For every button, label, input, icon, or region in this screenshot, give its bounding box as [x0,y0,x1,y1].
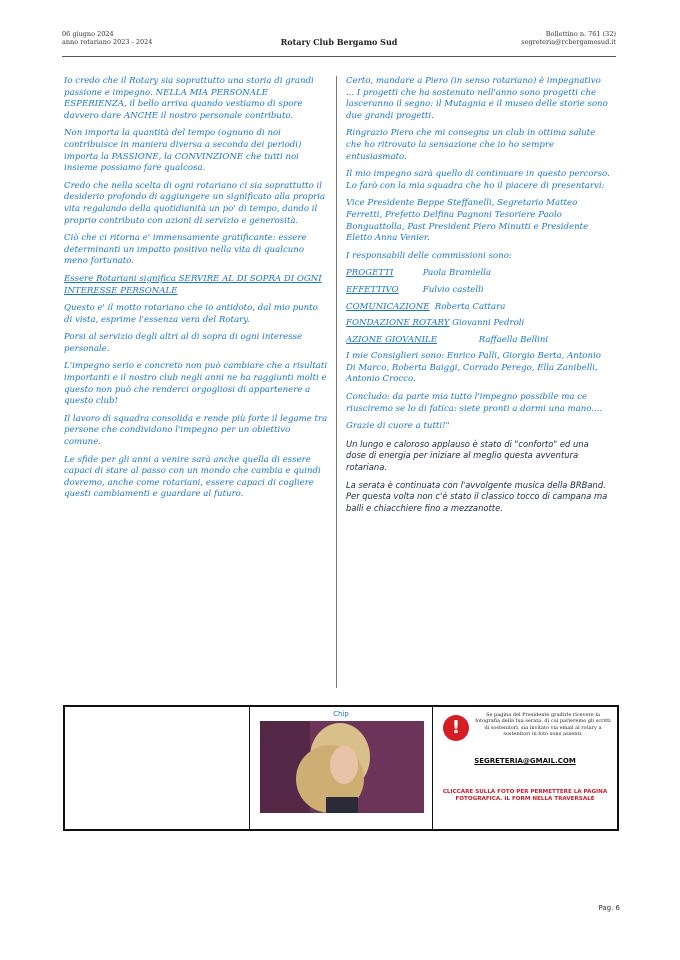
header-right [521,30,616,46]
right-paragraph: Concludo: da parte mia tutto l'impegno possibile ma ce riusciremo se lo di fatica: siete pronti a dormi una mano.... [346,392,603,414]
bulletin-number: Bollettino n. 761 (32) [545,30,616,38]
commission-name: Fulvio castelli [422,284,484,295]
photo-label: Chip [333,710,349,718]
left-column [64,76,328,507]
commissions-intro: I responsabili delle commissioni sono: [346,250,512,261]
bottom-info-box [63,705,619,831]
right-paragraph: Ringrazio Piero che mi consegna un club in ottima salute che ho ritrovato la sensazione che io ho sempre entusiasmato. [346,128,596,162]
commission-role: EFFETTIVO [346,284,399,295]
commission-name: Paola Bramiella [422,268,492,279]
commissions-list [346,268,610,346]
report-paragraph: La serata è continuata con l'avvolgente musica della BRBand. Per questa volta non c'è stato il classico tocco di campana ma balli e chiacchiere fino a mezzanotte. [346,479,608,513]
contact-email-link[interactable]: SEGRETERIA@GMAIL.COM [474,757,576,765]
commission-role: PROGETTI [346,268,394,279]
commission-row [346,268,610,280]
alert-icon: ! [443,715,469,741]
header-title: Rotary Club Bergamo Sud [280,37,398,47]
left-paragraph: Questo e' il motto rotariano che io antidoto, dal mio punto di vista, esprime l'essenza vera del Rotary. [64,303,318,325]
commission-row [346,302,610,314]
report-paragraph: Un lungo e caloroso applauso è stato di "conforto" ed una dose di energia per iniziare al meglio questa avventura rotariana. [346,438,589,473]
commission-role: FONDAZIONE ROTARY [346,318,450,329]
notice-cell [433,707,617,829]
page-header [62,30,616,57]
left-paragraph: Non importa la quantità del tempo (ognuno di noi contribuisce in maniera diversa a seconda dei periodi) importa la PASSIONE, la CONVINZIONE che tutti noi insieme possiamo fare qualcosa. [64,128,302,174]
column-divider [336,76,337,688]
left-paragraph: Essere Rotariani significa SERVIRE AL DI SOPRA DI OGNI INTERESSE PERSONALE [64,273,322,296]
photo-cell [250,707,433,829]
event-photo[interactable] [260,721,424,813]
header-date: 06 giugno 2024 [62,30,114,38]
left-paragraph: Porsi al servizio degli altri al di sopra di ogni interesse personale. [64,332,303,354]
left-paragraph: L'impegno serio e concreto non può cambiare che a risultati importanti e il nostro club negli anni ne ha raggiunti molti e questo non può che renderci orgogliosi di appartenere a questo club! [64,361,328,407]
left-paragraph: Ciò che ci ritorna e' immensamente gratificante: essere determinanti un impatto positivo nella vita di qualcuno meno fortunato. [64,233,307,267]
councillors: I mie Consiglieri sono: Enrico Palli, Giorgio Berta, Antonio Di Marco, Roberta Baiggi, Corrado Perego, Ella Zanibelli, Antonio Crocco. [346,351,601,385]
right-column [346,76,610,520]
left-paragraph: Credo che nella scelta di ogni rotariano ci sia soprattutto il desiderio profondo di aggiungere un significato alla propria vita regalando della quotidianità un po' di tempo, dando il proprio contributo con azioni di servizio e generosità. [64,180,326,226]
closing-thanks: Grazie di cuore a tutti!" [346,421,450,432]
commission-name: Roberta Cattara [434,301,506,312]
team-list: Vice Presidente Beppe Steffanelli, Segretario Matteo Ferretti, Prefetto Delfina Pagnoni Tesoriere Paolo Bonguattolla, Past President Piero Minutti e Presidente Eletto Anna Venier. [346,198,589,244]
commission-role: COMUNICAZIONE [346,301,430,312]
commission-role: AZIONE GIOVANILE [346,334,438,345]
header-left-sub: anno rotariano 2023 - 2024 [62,38,153,46]
commission-name: Giovanni Pedroli [452,318,525,329]
left-paragraph: Il lavoro di squadra consolida e rende più forte il legame tra persone che condividono l'impegno per un obiettivo comune. [64,413,328,448]
photo-illustration [260,721,424,813]
page-number: Pag. 6 [598,904,620,912]
right-paragraph: Certo, mandare a Piero (in senso rotariano) è impegnativo ... I progetti che ha sostenuto nell'anno sono progetti che lasceranno il segno: il Mutagnia e il museo delle storie sono due grandi progetti. [346,76,608,121]
commission-row [346,285,610,297]
right-paragraph: Il mio impegno sarà quello di continuare in questo percorso. Lo farò con la mia squadra che ho il piacere di presentarvi: [346,169,610,191]
left-paragraph: Le sfide per gli anni a venire sarà anche quella di essere capaci di stare al passo con un mondo che cambia e quindi dovremo, anche come rotariani, essere capaci di cogliere questi cambiamenti e guardare al futuro. [64,454,321,500]
empty-cell [65,707,250,829]
commission-row [346,318,610,330]
commission-name: Raffaella Bellini [478,334,549,345]
commission-row [346,335,610,347]
notice-text: Se pagina del Presidente gradirle ricevere la fotografia della tua serata, di cui parleremo gli scritti di sostenitori, sia invitato via email al rotary a sostenitori in foto sono assenti. [475,712,611,738]
photo-instruction: CLICCARE SULLA FOTO PER PERMETTERE LA PAGINA FOTOGRAFICA. IL FORM NELLA TRAVERSALE [442,789,608,803]
left-paragraph: Io credo che il Rotary sia soprattutto una storia di grandi passione e impegno. NELLA MIA PERSONALE ESPERIENZA, il bello arriva quando vestiamo di spore davvero dare ANCHE il nostro personale contributo. [64,76,314,121]
header-email[interactable]: segreteria@rcbergamosud.it [521,38,616,46]
